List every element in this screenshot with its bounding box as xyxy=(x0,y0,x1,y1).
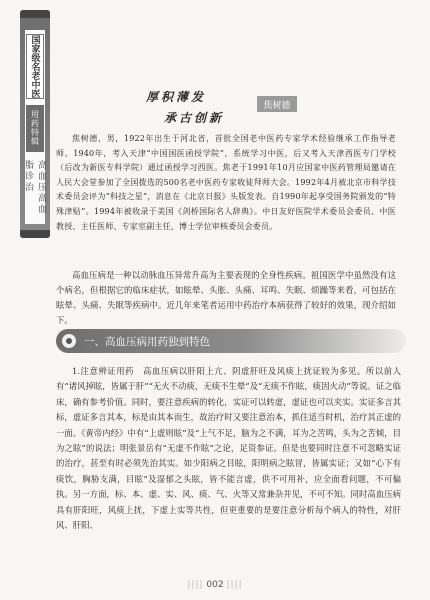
page-number-deco-left: |||| xyxy=(187,580,204,590)
body-text: 1.注意辨证用药 高血压病以肝阳上亢、阴虚肝旺及风痰上扰证较为多见。所以前人有“诸风掉眩，皆属于肝”“无火不动痰，无痰不生晕”及“无痰不作眩，痰因火动”等说。证之临床，确有参考价值。同时，要注意疾病的转化，实证可以转虚，虚证也可以夹实。实证多言其标，虚证多言其本，标是由其本而生，故治疗时又要注意治本，抓住适当时机，治疗其正虚的一面。《黄帝内经》中有“上虚则眩”及“上气不足，脑为之不满，耳为之苦鸣，头为之苦倾，目为之眩”的说法；明张景岳有“无虚不作眩”之论，足资参证。但是也要同时注意不可忽略实证的治疗，甚至有时必须先治其实。如少阳病之目眩，阳明病之眩冒，皆属实证；又如“心下有痰饮，胸胁支满，目眩”及湿郁之头眩，皆不能言虚，供不可用补，应全面看问题，不可偏执。另一方面，标、本、虚、实、风、痰、气、火等又常兼杂并见，不可不知。同时高血压病具有肝阳旺，风痰上扰，下虚上实等共性，但更重要的是要注意分析每个病人的特性，对肝风、肝阳、 xyxy=(56,366,401,531)
side-banner xyxy=(20,10,50,238)
banner-cap-bottom xyxy=(20,230,50,238)
intro-text: 高血压病是一种以动脉血压异常升高为主要表现的全身性疾病。祖国医学中虽然没有这个病名，但根据它的临床症状，如眩晕、头胀、头痛、耳鸣、失眠、烦躁等来看，可包括在眩晕、头痛、失眠等疾病中。近几年来笔者运用中药治疗本病获得了较好的效果，现介绍如下。 xyxy=(56,270,396,325)
banner-inner xyxy=(25,30,45,224)
bullet-icon xyxy=(62,334,76,348)
book-title: 高血压高血脂诊治 xyxy=(23,159,46,215)
calligraphy-line-2: 承古创新 xyxy=(164,111,225,125)
biography-text: 焦树德，男，1922年出生于河北省，首批全国老中医药专家学术经验继承工作指导老师。1940年，考入天津“中国国医函授学院”，系统学习中医，后又考入天津西医专门学校（后改为新医专科学院）通过函授学习西医。焦老于1991年10月应国家中医药管理局邀请在人民大会堂参加了全国拨选的500名老中医药专家收徒拜师大会。1992年4月被北京市科学技术委员会评为“科技之星”，消息在《北京日报》头版发表。自1990年起享受国务院颁发的“特殊津贴”。1994年被收录于美国《剑桥国际名人辞典》。中日友好医院学术委员会委员、中医教授、主任医师、专家室副主任，博士学位审核委员会委员。 xyxy=(56,134,396,231)
page-number xyxy=(0,580,430,590)
name-seal: 焦树德 xyxy=(257,96,297,112)
series-logo-text: 国家级名老中医 xyxy=(29,35,40,98)
section-title: 一、高血压病用药独到特色 xyxy=(84,335,210,348)
banner-cap-top xyxy=(20,10,50,18)
calligraphy-line-1: 厚积薄发 xyxy=(146,90,207,104)
intro-paragraph xyxy=(56,268,396,328)
section-heading-bar xyxy=(56,329,406,353)
body-paragraph xyxy=(56,364,401,533)
series-label-box xyxy=(26,105,44,152)
author-biography xyxy=(56,132,396,234)
series-logo xyxy=(26,34,44,99)
page-number-deco-right: |||| xyxy=(226,580,243,590)
series-label: 用药特辑 xyxy=(30,110,40,147)
page-number-value: 002 xyxy=(206,580,224,590)
calligraphy-heading xyxy=(146,88,266,126)
